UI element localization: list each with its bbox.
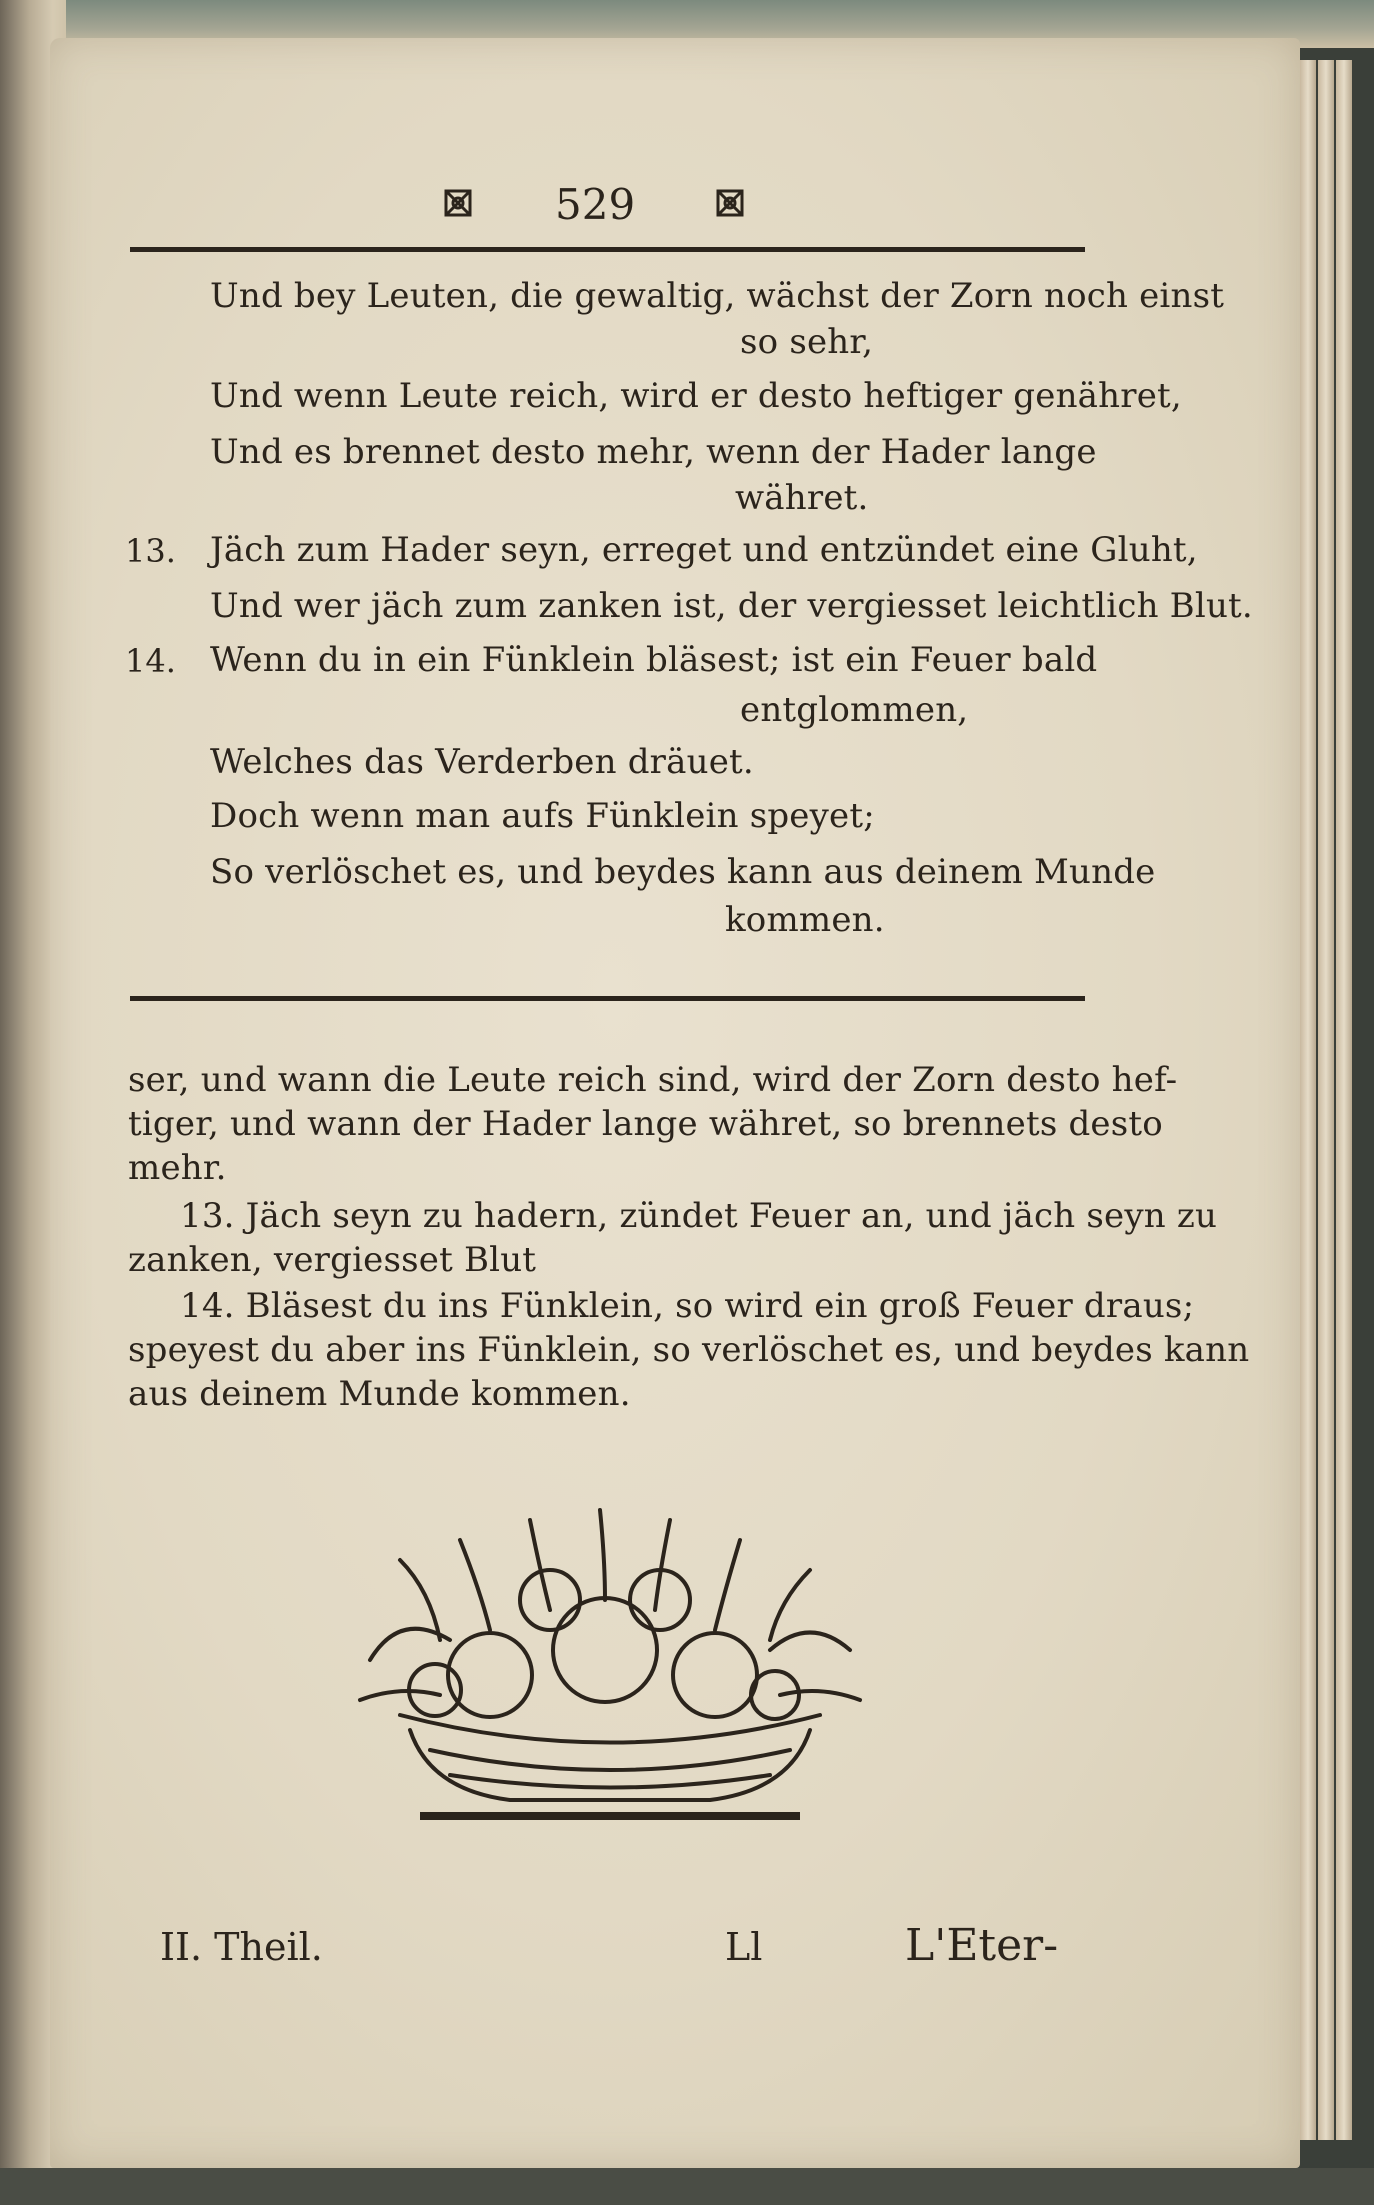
verse-line: kommen. — [725, 900, 885, 940]
part-label: II. Theil. — [160, 1925, 323, 1969]
left-ornament-icon — [440, 185, 476, 221]
section-rule — [130, 996, 1085, 1001]
verse-line: So verlöschet es, und beydes kann aus deinem Munde — [210, 852, 1156, 892]
prose-line: ser, und wann die Leute reich sind, wird der Zorn desto hef- — [128, 1060, 1178, 1100]
verse-number: 14. — [125, 642, 176, 680]
verse-line: Und es brennet desto mehr, wenn der Hader lange — [210, 432, 1097, 472]
catchword: L'Eter- — [905, 1920, 1059, 1971]
prose-line: 14. Bläsest du ins Fünklein, so wird ein groß Feuer draus; — [180, 1286, 1195, 1326]
page-number: 529 — [555, 180, 636, 229]
verse-line: entglommen, — [740, 690, 969, 730]
prose-line: mehr. — [128, 1148, 227, 1188]
verse-line: Jäch zum Hader seyn, erreget und entzündet eine Gluht, — [210, 530, 1198, 570]
verse-line: Wenn du in ein Fünklein bläsest; ist ein Feuer bald — [210, 640, 1098, 680]
verse-line: so sehr, — [740, 322, 874, 362]
right-ornament-icon — [712, 185, 748, 221]
prose-line: speyest du aber ins Fünklein, so verlöschet es, und beydes kann — [128, 1330, 1250, 1370]
verse-line: Doch wenn man aufs Fünklein speyet; — [210, 796, 875, 836]
book-page — [50, 38, 1300, 2168]
verse-number: 13. — [125, 532, 176, 570]
verse-line: Welches das Verderben dräuet. — [210, 742, 754, 782]
page-edges — [1300, 60, 1316, 2140]
fruit-basket-vignette-icon — [340, 1500, 880, 1830]
signature-mark: Ll — [725, 1925, 763, 1969]
page-edges — [1336, 60, 1352, 2140]
prose-line: tiger, und wann der Hader lange währet, so brennets desto — [128, 1104, 1163, 1144]
prose-line: zanken, vergiesset Blut — [128, 1240, 537, 1280]
background-surface — [0, 2168, 1374, 2205]
header-rule — [130, 247, 1085, 252]
verse-line: währet. — [735, 478, 869, 518]
prose-line: 13. Jäch seyn zu hadern, zündet Feuer an, und jäch seyn zu — [180, 1196, 1218, 1236]
page-edges — [1318, 60, 1334, 2140]
verse-line: Und wenn Leute reich, wird er desto heftiger genähret, — [210, 376, 1182, 416]
verse-line: Und bey Leuten, die gewaltig, wächst der Zorn noch einst — [210, 276, 1225, 316]
prose-line: aus deinem Munde kommen. — [128, 1374, 631, 1414]
verse-line: Und wer jäch zum zanken ist, der vergiesset leichtlich Blut. — [210, 586, 1253, 626]
